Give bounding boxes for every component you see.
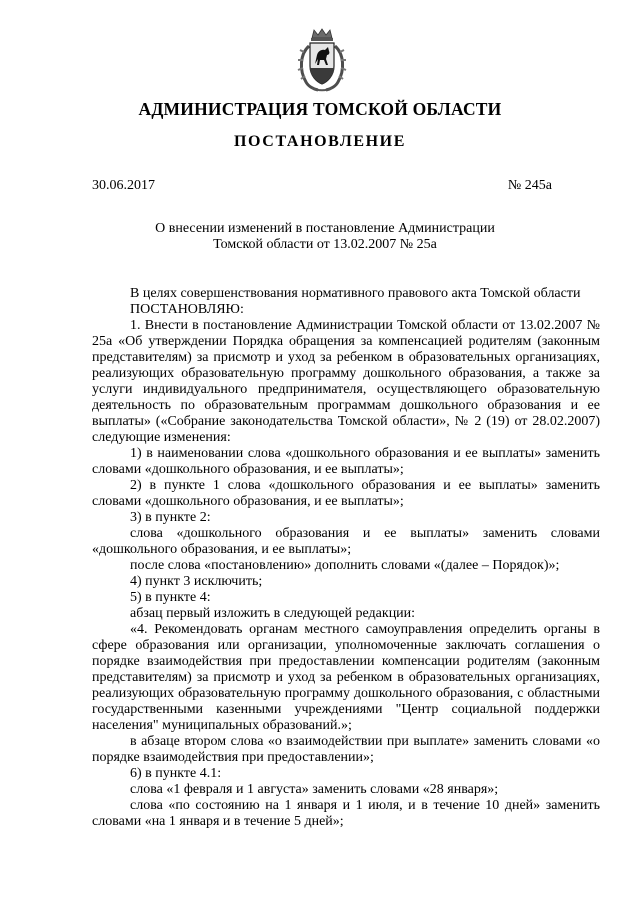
clause-paragraph: 3) в пункте 2: — [130, 510, 211, 525]
clause-paragraph: 1. Внести в постановление Администрации Томской области от 13.02.2007 № 25а «Об утверждении Порядка обращения за компенсацией родителям (законным представителям) за присмотр и уход за ребенком в образовательных организациях, реализующих образовательную программу дошкольного образования, а также за услуги индивидуального предпринимателя, осуществляющего образовательную деятельность по образовательным программам дошкольного образования и ее выплаты» («Собрание законодательства Томской области», № 2 (19) от 28.02.2007) следующие изменения: — [92, 318, 600, 445]
subject-line-1: О внесении изменений в постановление Администрации — [155, 221, 495, 236]
quoted-clause-paragraph: «4. Рекомендовать органам местного самоуправления определить органы в сфере образования или организации, уполномоченные заключать соглашения о порядке взаимодействия при предоставлении компенсации родителям (законным представителям) за присмотр и уход за ребенком в образовательных организациях, реализующих образовательную программу дошкольного образования, с областными государственными казенными учреждениями "Центр социальной поддержки населения" муниципальных образований.»; — [92, 622, 600, 733]
resolve-heading: ПОСТАНОВЛЯЮ: — [130, 302, 244, 317]
preamble-paragraph: В целях совершенствования нормативного правового акта Томской области — [130, 286, 581, 301]
clause-paragraph: 5) в пункте 4: — [130, 590, 211, 605]
clause-paragraph: после слова «постановлению» дополнить словами «(далее – Порядок)»; — [130, 558, 560, 573]
clause-paragraph: слова «дошкольного образования и ее выплаты» заменить словами «дошкольного образования, и ее выплаты»; — [92, 526, 600, 557]
clause-paragraph: 2) в пункте 1 слова «дошкольного образования и ее выплаты» заменить словами «дошкольного образования, и ее выплаты»; — [92, 478, 600, 509]
tomsk-oblast-coat-of-arms-icon — [296, 28, 348, 92]
subject-line-2: Томской области от 13.02.2007 № 25а — [213, 237, 437, 252]
document-number: № 245а — [507, 178, 552, 193]
document-subject — [140, 221, 510, 253]
clause-paragraph: абзац первый изложить в следующей редакции: — [130, 606, 416, 621]
clause-paragraph: слова «1 февраля и 1 августа» заменить словами «28 января»; — [130, 782, 499, 797]
clause-paragraph: в абзаце втором слова «о взаимодействии при выплате» заменить словами «о порядке взаимодействия при предоставлении»; — [92, 734, 600, 765]
clause-paragraph: слова «по состоянию на 1 января и 1 июля, и в течение 10 дней» заменить словами «на 1 января и в течение 5 дней»; — [92, 798, 600, 829]
clause-paragraph: 1) в наименовании слова «дошкольного образования и ее выплаты» заменить словами «дошкольного образования, и ее выплаты»; — [92, 446, 600, 477]
clause-paragraph: 6) в пункте 4.1: — [130, 766, 222, 781]
document-body — [92, 286, 600, 830]
document-date: 30.06.2017 — [92, 178, 155, 193]
clause-paragraph: 4) пункт 3 исключить; — [130, 574, 263, 589]
organization-title: АДМИНИСТРАЦИЯ ТОМСКОЙ ОБЛАСТИ — [138, 99, 502, 119]
document-type: ПОСТАНОВЛЕНИЕ — [234, 133, 406, 150]
